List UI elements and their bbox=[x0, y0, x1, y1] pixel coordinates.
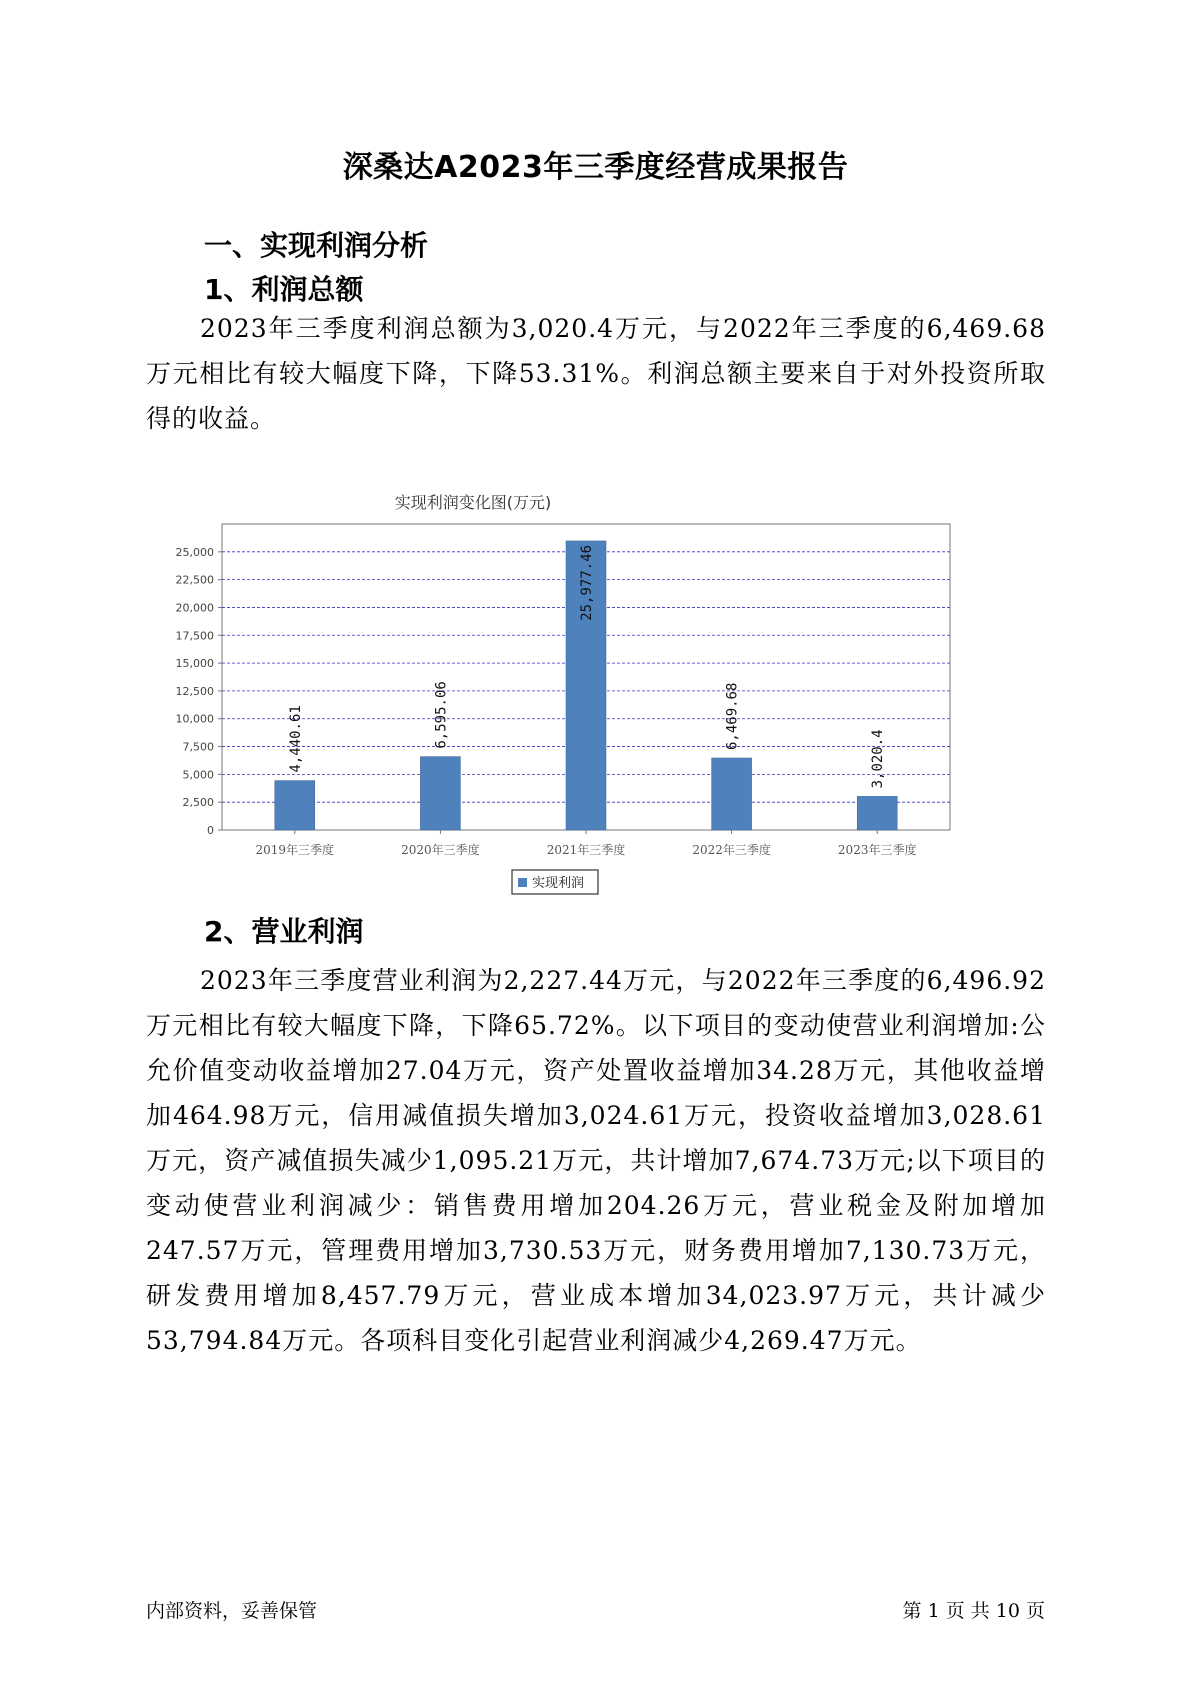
legend-swatch bbox=[518, 878, 527, 887]
y-tick-label: 17,500 bbox=[175, 629, 214, 643]
x-tick-label: 2022年三季度 bbox=[692, 843, 771, 857]
legend-label: 实现利润 bbox=[532, 876, 585, 891]
footer-confidential-note: 内部资料，妥善保管 bbox=[146, 1600, 318, 1622]
x-tick-label: 2023年三季度 bbox=[837, 843, 917, 857]
section-heading-profit-analysis: 一、实现利润分析 bbox=[204, 229, 429, 262]
subsection-heading-operating-profit: 2、营业利润 bbox=[204, 915, 364, 948]
y-tick-label: 5,000 bbox=[182, 768, 214, 782]
subsection-heading-total-profit: 1、利润总额 bbox=[204, 273, 364, 306]
bar-value-label: 6,595.06 bbox=[433, 681, 450, 749]
x-tick-label: 2019年三季度 bbox=[255, 843, 335, 857]
chart-svg bbox=[160, 490, 1030, 950]
profit-bar-chart bbox=[160, 490, 1030, 950]
footer-page-number: 第 1 页 共 10 页 bbox=[902, 1600, 1045, 1622]
bar-5 bbox=[857, 796, 897, 830]
bar-value-label: 6,469.68 bbox=[724, 682, 741, 751]
y-tick-label: 15,000 bbox=[175, 657, 214, 671]
chart-title: 实现利润变化图(万元) bbox=[394, 493, 552, 512]
report-title: 深桑达A2023年三季度经营成果报告 bbox=[342, 150, 849, 185]
y-tick-label: 10,000 bbox=[175, 712, 214, 726]
y-tick-label: 25,000 bbox=[175, 545, 214, 559]
paragraph-operating-profit: 2023年三季度营业利润为2,227.44万元，与2022年三季度的6,496.92万元相比有较大幅度下降，下降65.72%。以下项目的变动使营业利润增加:公允价值变动收益增加27.04万元，资产处置收益增加34.28万元，其他收益增加464.98万元，信用减值损失增加3,024.61万元，投资收益增加3,028.61万元，资产减值损失减少1,095.21万元，共计增加7,674.73万元;以下项目的变动使营业利润减少：销售费用增加204.26万元，营业税金及附加增加247.57万元，管理费用增加3,730.53万元，财务费用增加7,130.73万元，研发费用增加8,457.79万元，营业成本增加34,023.97万元，共计减少53,794.84万元。各项科目变化引起营业利润减少4,269.47万元。 bbox=[146, 966, 1046, 1355]
bar-1 bbox=[275, 781, 315, 830]
y-tick-label: 22,500 bbox=[175, 573, 214, 587]
bar-value-label: 4,440.61 bbox=[287, 705, 304, 773]
x-tick-label: 2021年三季度 bbox=[546, 843, 626, 857]
x-tick-label: 2020年三季度 bbox=[401, 843, 480, 857]
bar-4 bbox=[712, 758, 752, 830]
y-tick-label: 0 bbox=[207, 824, 214, 837]
y-tick-label: 20,000 bbox=[175, 601, 214, 615]
y-tick-label: 7,500 bbox=[182, 740, 214, 754]
bar-value-label: 25,977.46 bbox=[579, 544, 595, 621]
paragraph-total-profit: 2023年三季度利润总额为3,020.4万元，与2022年三季度的6,469.68万元相比有较大幅度下降，下降53.31%。利润总额主要来自于对外投资所取得的收益。 bbox=[146, 314, 1046, 433]
bar-2 bbox=[420, 757, 460, 830]
y-tick-label: 2,500 bbox=[182, 796, 214, 810]
bar-value-label: 3,020.4 bbox=[870, 729, 887, 789]
y-tick-label: 12,500 bbox=[175, 684, 214, 698]
